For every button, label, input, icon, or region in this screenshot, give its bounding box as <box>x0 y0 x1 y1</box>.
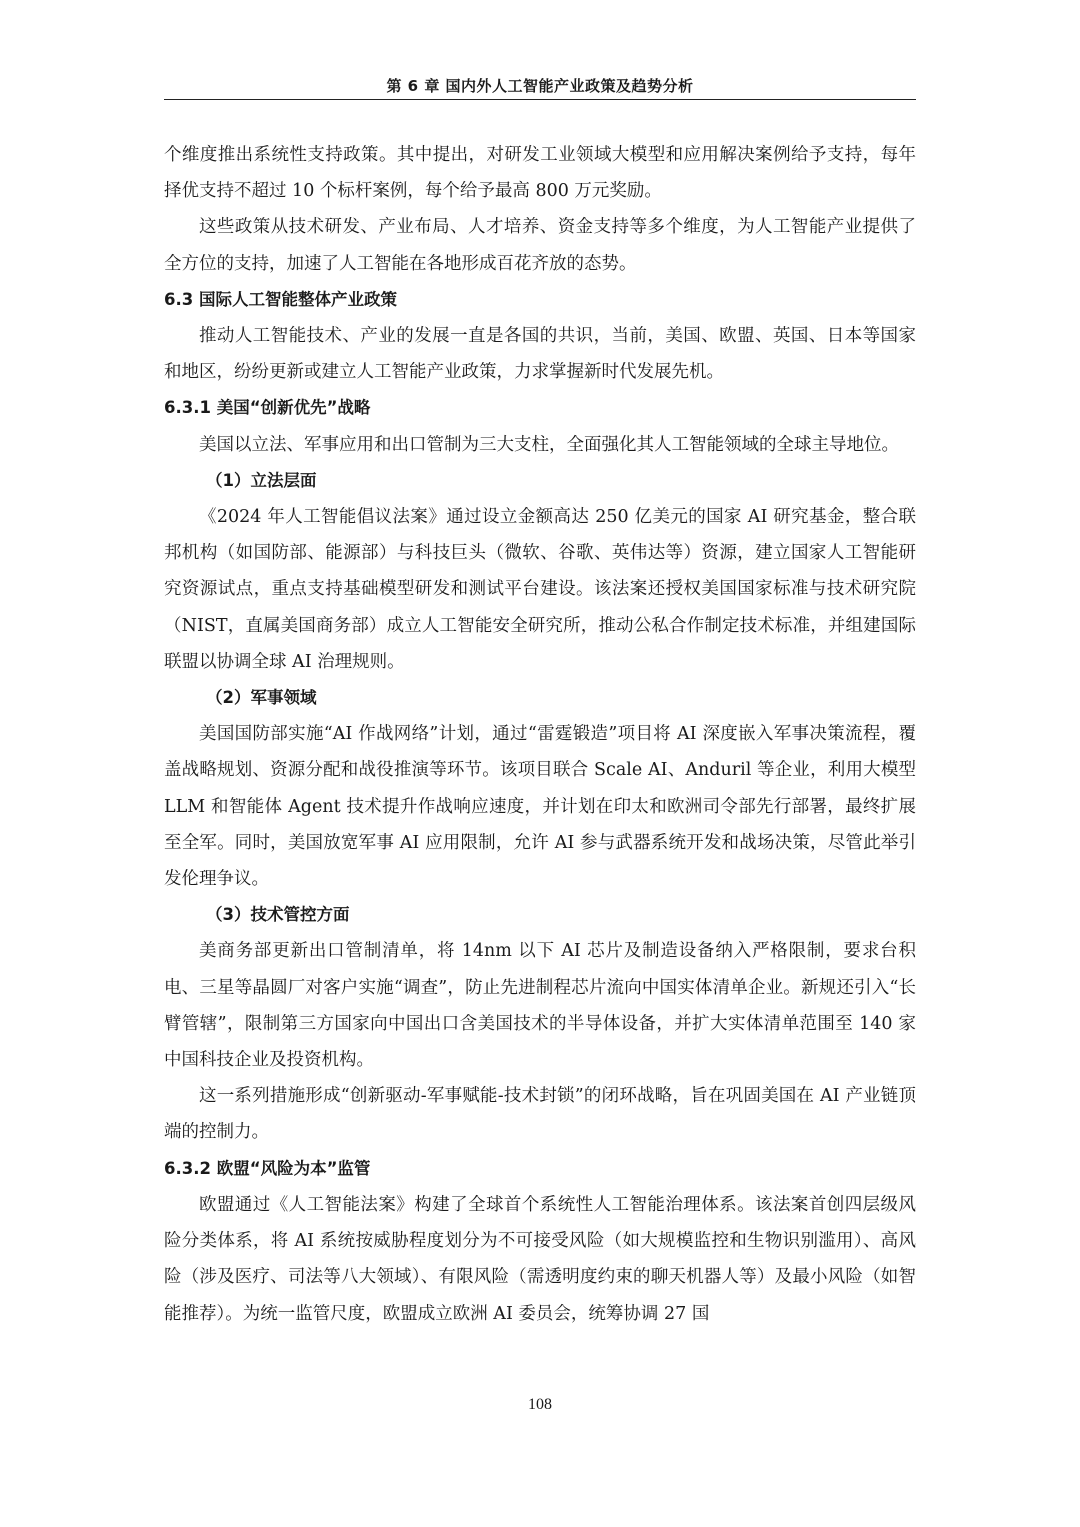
running-header: 第 6 章 国内外人工智能产业政策及趋势分析 <box>386 77 694 95</box>
paragraph-continued: 个维度推出系统性支持政策。其中提出，对研发工业领域大模型和应用解决案例给予支持，每年择优支持不超过 10 个标杆案例，每个给予最高 800 万元奖励。 <box>164 145 916 202</box>
subsection-heading-6-3-2: 6.3.2 欧盟“风险为本”监管 <box>164 1158 371 1178</box>
paragraph: 推动人工智能技术、产业的发展一直是各国的共识，当前，美国、欧盟、英国、日本等国家和地区，纷纷更新或建立人工智能产业政策，力求掌握新时代发展先机。 <box>164 326 916 383</box>
paragraph: 美商务部更新出口管制清单，将 14nm 以下 AI 芯片及制造设备纳入严格限制，要求台积电、三星等晶圆厂对客户实施“调查”，防止先进制程芯片流向中国实体清单企业。新规还引入“长臂管辖”，限制第三方国家向中国出口含美国技术的半导体设备，并扩大实体清单范围至 140 家中国科技企业及投资机构。 <box>164 941 916 1071</box>
page-number: 108 <box>528 1396 552 1413</box>
paragraph: 《2024 年人工智能倡议法案》通过设立金额高达 250 亿美元的国家 AI 研究基金，整合联邦机构（如国防部、能源部）与科技巨头（微软、谷歌、英伟达等）资源，建立国家人工智能研究资源试点，重点支持基础模型研发和测试平台建设。该法案还授权美国国家标准与技术研究院（NIST，直属美国商务部）成立人工智能安全研究所，推动公私合作制定技术标准，并组建国际联盟以协调全球 AI 治理规则。 <box>164 507 916 672</box>
item-heading-military: （2）军事领域 <box>206 688 317 708</box>
section-heading-6-3: 6.3 国际人工智能整体产业政策 <box>164 289 397 309</box>
page-body <box>164 137 916 1332</box>
item-heading-legislation: （1）立法层面 <box>206 470 317 490</box>
paragraph: 美国国防部实施“AI 作战网络”计划，通过“雷霆锻造”项目将 AI 深度嵌入军事决策流程，覆盖战略规划、资源分配和战役推演等环节。该项目联合 Scale AI、Anduril 等企业，利用大模型 LLM 和智能体 Agent 技术提升作战响应速度，并计划在印太和欧洲司令部先行部署，最终扩展至全军。同时，美国放宽军事 AI 应用限制，允许 AI 参与武器系统开发和战场决策，尽管此举引发伦理争议。 <box>164 724 916 890</box>
paragraph: 这一系列措施形成“创新驱动-军事赋能-技术封锁”的闭环战略，旨在巩固美国在 AI 产业链顶端的控制力。 <box>164 1086 916 1143</box>
paragraph: 欧盟通过《人工智能法案》构建了全球首个系统性人工智能治理体系。该法案首创四层级风险分类体系，将 AI 系统按威胁程度划分为不可接受风险（如大规模监控和生物识别滥用）、高风险（涉及医疗、司法等八大领域）、有限风险（需透明度约束的聊天机器人等）及最小风险（如智能推荐）。为统一监管尺度，欧盟成立欧洲 AI 委员会，统筹协调 27 国 <box>164 1194 916 1324</box>
subsection-heading-6-3-1: 6.3.1 美国“创新优先”战略 <box>164 398 371 418</box>
item-heading-tech-control: （3）技术管控方面 <box>206 905 350 925</box>
paragraph: 美国以立法、军事应用和出口管制为三大支柱，全面强化其人工智能领域的全球主导地位。 <box>199 434 899 455</box>
header-rule <box>164 99 916 100</box>
paragraph: 这些政策从技术研发、产业布局、人才培养、资金支持等多个维度，为人工智能产业提供了全方位的支持，加速了人工智能在各地形成百花齐放的态势。 <box>164 217 916 274</box>
